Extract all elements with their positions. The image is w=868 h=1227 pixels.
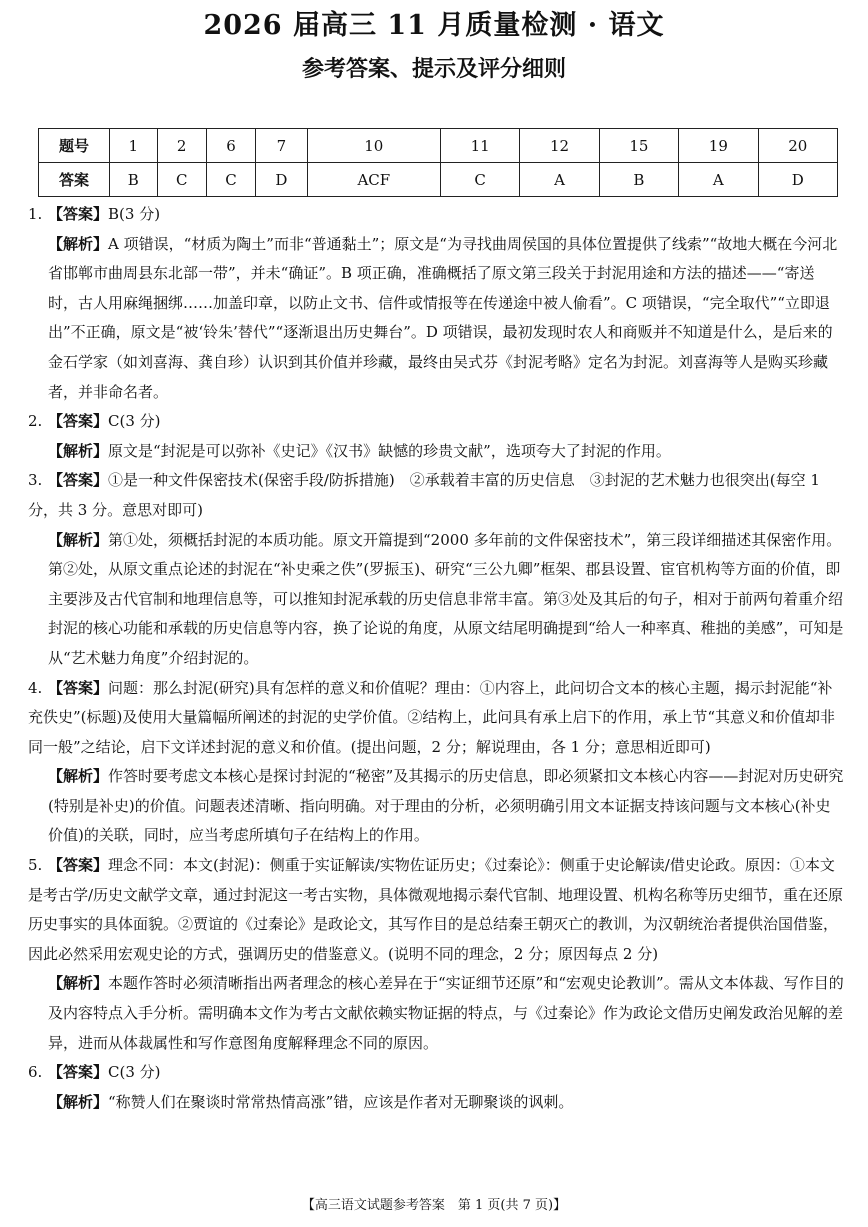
- analysis-tag: 【解析】: [48, 530, 109, 549]
- question-number: 4.: [28, 678, 43, 697]
- question-number: 2.: [28, 412, 43, 431]
- question-item: [28, 407, 844, 466]
- analysis-tag: 【解析】: [48, 974, 109, 993]
- question-item: [28, 466, 844, 673]
- analysis-text: 作答时要考虑文本核心是探讨封泥的“秘密”及其揭示的历史信息，即必须紧扣文本核心内容——封泥对历史研究(特别是补史)的价值。问题表述清晰、指向明确。对于理由的分析，必须明确引用文本证据支持该问题与文本核心(补史价值)的关联，同时，应当考虑所填句子在结构上的作用。: [48, 767, 844, 845]
- answer-text: ①是一种文件保密技术(保密手段/防拆措施) ②承载着丰富的历史信息 ③封泥的艺术魅力也很突出(每空 1 分，共 3 分。意思对即可): [28, 471, 820, 519]
- answer-tag: 【答案】: [48, 678, 109, 697]
- table-cell: 12: [520, 129, 599, 163]
- table-cell: ACF: [307, 163, 440, 197]
- table-cell: 15: [599, 129, 678, 163]
- table-cell: 2: [157, 129, 206, 163]
- row-label-number: 题号: [39, 129, 110, 163]
- table-cell: B: [110, 163, 158, 197]
- answer-tag: 【答案】: [48, 1063, 109, 1082]
- answer-tag: 【答案】: [48, 856, 109, 875]
- row-label-answer: 答案: [39, 163, 110, 197]
- answer-row: [39, 163, 838, 197]
- table-cell: 10: [307, 129, 440, 163]
- table-cell: 19: [679, 129, 758, 163]
- table-cell: 20: [758, 129, 837, 163]
- answer-table: [38, 128, 838, 197]
- analysis-text: 原文是“封泥是可以弥补《史记》《汉书》缺憾的珍贵文献”，选项夸大了封泥的作用。: [108, 441, 671, 460]
- analysis-line: [28, 437, 844, 467]
- answer-text: 问题：那么封泥(研究)具有怎样的意义和价值呢？理由：①内容上，此问切合文本的核心主题，揭示封泥能“补充佚史”(标题)及使用大量篇幅所阐述的封泥的史学价值。②结构上，此问具有承上启下的作用，承上节“其意义和价值却非同一般”之结论，启下文详述封泥的意义和价值。(提出问题，2 分；解说理由，各 1 分；意思相近即可): [28, 678, 836, 756]
- analysis-text: A 项错误，“材质为陶土”而非“普通黏土”；原文是“为寻找曲周侯国的具体位置提供了线索”“故地大概在今河北省邯郸市曲周县东北部一带”，并未“确证”。B 项正确，准确概括了原文第三段关于封泥用途和方法的描述——“寄送时，古人用麻绳捆绑……加盖印章，以防止文书、信件或情报等在传递途中被人偷看”。C 项错误，“完全取代”“立即退出”不正确，原文是“被‘铃朱’替代”“逐渐退出历史舞台”。D 项错误，最初发现时农人和商贩并不知道是什么，是后来的金石学家（如刘喜海、龚自珍）认识到其价值并珍藏，最终由吴式芬《封泥考略》定名为封泥。刘喜海等人是购买珍藏者，并非命名者。: [48, 234, 838, 401]
- analysis-line: [28, 1088, 844, 1118]
- analysis-tag: 【解析】: [48, 767, 109, 786]
- answer-tag: 【答案】: [48, 412, 109, 431]
- table-cell: A: [520, 163, 599, 197]
- analysis-text: 本题作答时必须清晰指出两者理念的核心差异在于“实证细节还原”和“宏观史论教训”。需从文本体裁、写作目的及内容特点入手分析。需明确本文作为考古文献依赖实物证据的特点，与《过秦论》作为政论文借历史阐发政治见解的差异，进而从体裁属性和写作意图角度解释理念不同的原因。: [48, 974, 844, 1052]
- table-cell: 7: [256, 129, 307, 163]
- answer-line: [28, 674, 844, 763]
- table-cell: 6: [206, 129, 255, 163]
- answer-explanations: [28, 200, 844, 1117]
- question-item: [28, 1058, 844, 1117]
- question-number: 3.: [28, 471, 43, 490]
- page-subtitle: 参考答案、提示及评分细则: [301, 56, 566, 82]
- table-cell: C: [157, 163, 206, 197]
- table-cell: 1: [110, 129, 158, 163]
- analysis-line: [28, 969, 844, 1058]
- table-cell: C: [206, 163, 255, 197]
- question-number: 1.: [28, 205, 43, 223]
- question-number: 5.: [28, 856, 43, 875]
- table-cell: D: [256, 163, 307, 197]
- table-cell: C: [440, 163, 519, 197]
- question-item: [28, 851, 844, 1058]
- analysis-line: [28, 526, 844, 674]
- analysis-text: 第①处，须概括封泥的本质功能。原文开篇提到“2000 多年前的文件保密技术”，第三段详细描述其保密作用。第②处，从原文重点论述的封泥在“补史乘之佚”(罗振玉)、研究“三公九卿”框架、郡县设置、宦官机构等方面的价值，即主要涉及古代官制和地理信息等，可以推知封泥承载的历史信息非常丰富。第③处及其后的句子，相对于前两句着重介绍封泥的核心功能和承载的历史信息等内容，换了论说的角度，从原文结尾明确提到“给人一种率真、稚拙的美感”，可知是从“艺术魅力角度”介绍封泥的。: [48, 530, 844, 667]
- answer-text: C(3 分): [108, 1063, 161, 1082]
- answer-tag: 【答案】: [48, 205, 109, 223]
- analysis-tag: 【解析】: [48, 234, 109, 253]
- table-cell: A: [679, 163, 758, 197]
- answer-line: [28, 851, 844, 969]
- question-number-row: [39, 129, 838, 163]
- table-cell: B: [599, 163, 678, 197]
- answer-text: C(3 分): [108, 412, 161, 431]
- answer-line: [28, 1058, 844, 1088]
- question-number: 6.: [28, 1063, 43, 1082]
- analysis-text: “称赞人们在聚谈时常常热情高涨”错，应该是作者对无聊聚谈的讽刺。: [108, 1092, 574, 1111]
- answer-line: [28, 466, 844, 525]
- page-footer: 【高三语文试题参考答案 第 1 页(共 7 页)】: [301, 1198, 567, 1213]
- answer-line: [28, 407, 844, 437]
- question-item: [28, 674, 844, 852]
- answer-line: [28, 200, 844, 230]
- analysis-tag: 【解析】: [48, 1092, 109, 1111]
- answer-text: 理念不同：本文(封泥)：侧重于实证解读/实物佐证历史；《过秦论》：侧重于史论解读/借史论政。原因：①本文是考古学/历史文献学文章，通过封泥这一考古实物，具体微观地揭示秦代官制、地理设置、机构名称等历史细节，重在还原历史事实的具体面貌。②贾谊的《过秦论》是政论文，其写作目的是总结秦王朝灭亡的教训，为汉朝统治者提供治国借鉴，因此必然采用宏观史论的方式，强调历史的借鉴意义。(说明不同的理念，2 分；原因每点 2 分): [28, 856, 844, 963]
- analysis-line: [28, 762, 844, 851]
- page-title: 2026 届高三 11 月质量检测 · 语文: [203, 10, 665, 41]
- analysis-tag: 【解析】: [48, 441, 109, 460]
- answer-tag: 【答案】: [48, 471, 109, 490]
- question-item: [28, 200, 844, 407]
- answer-text: B(3 分): [108, 205, 161, 223]
- table-cell: 11: [440, 129, 519, 163]
- table-cell: D: [758, 163, 837, 197]
- analysis-line: [28, 230, 844, 408]
